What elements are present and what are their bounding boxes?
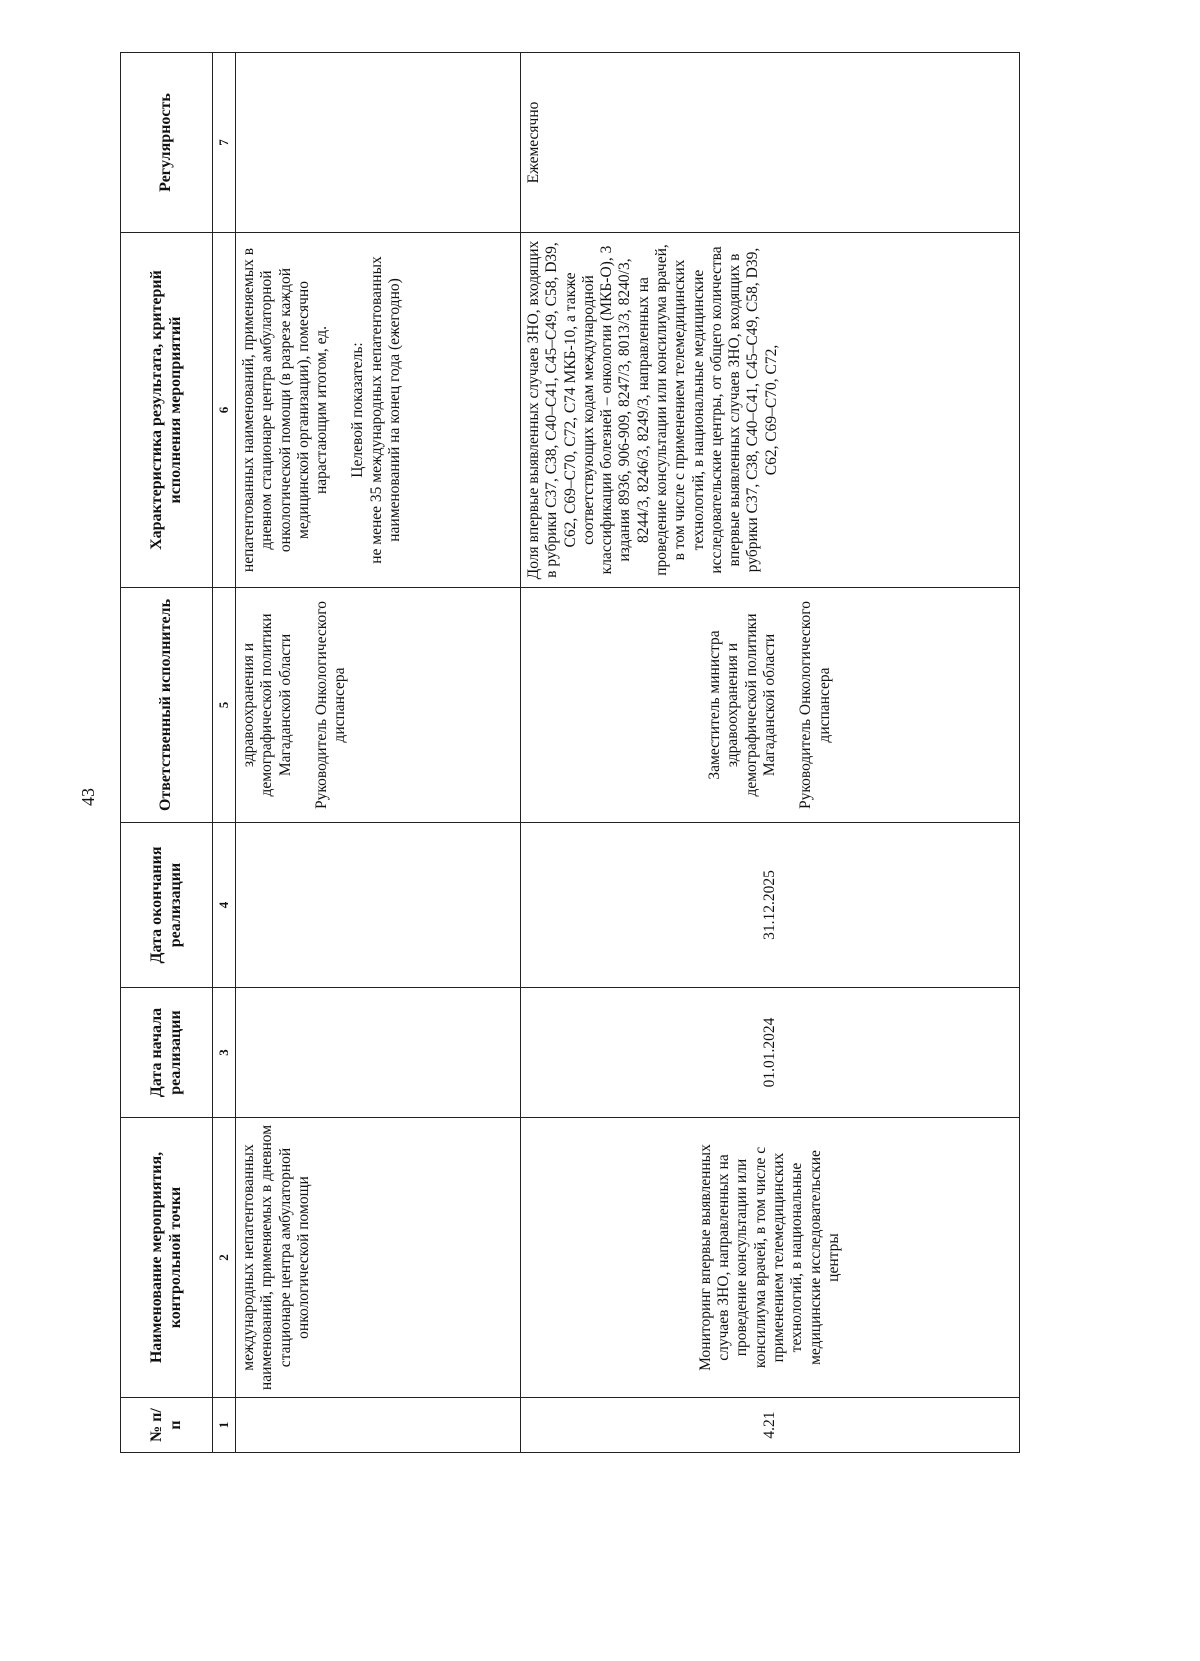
page-number: 43 — [78, 788, 98, 806]
column-number: 7 — [213, 53, 236, 233]
header-num: № п/п — [121, 1398, 213, 1453]
column-number: 1 — [213, 1398, 236, 1453]
column-number: 4 — [213, 823, 236, 988]
regularity — [236, 53, 521, 233]
responsible-cell — [521, 588, 1020, 823]
header-row — [121, 53, 213, 1453]
result-cell — [236, 233, 521, 588]
rotated-table-container — [120, 53, 1020, 1453]
start-date — [236, 988, 521, 1118]
responsible-line: Заместитель министра здравоохранения и демографической политики Магаданской области — [706, 613, 778, 797]
end-date — [236, 823, 521, 988]
header-regularity: Регулярность — [121, 53, 213, 233]
header-name: Наименование мероприятия, контрольной точки — [121, 1118, 213, 1398]
activity-name: Мониторинг впервые выявленных случаев ЗНО, направленных на проведение консультации или консилиума врачей, в том числе с применением телемедицинских технологий, в национальные медицинские исследовательские центры — [521, 1118, 1020, 1398]
responsible-line: Руководитель Онкологического диспансера — [797, 601, 833, 809]
column-number: 5 — [213, 588, 236, 823]
header-responsible: Ответственный исполнитель — [121, 588, 213, 823]
activity-name: международных непатентованных наименований, применяемых в дневном стационаре центра амбулаторной онкологической помощи — [236, 1118, 521, 1398]
table-row — [521, 53, 1020, 1453]
column-number-row — [213, 53, 236, 1453]
column-number: 2 — [213, 1118, 236, 1398]
result-text: непатентованных наименований, применяемых в дневном стационаре центра амбулаторной онкологической помощи (в разрезе каждой медицинской организации), помесячно нарастающим итогом, ед. — [240, 247, 331, 573]
column-number: 3 — [213, 988, 236, 1118]
header-end: Дата окончания реализации — [121, 823, 213, 988]
target-value: не менее 35 международных непатентованных наименований на конец года (ежегодно) — [367, 256, 403, 564]
row-number — [236, 1398, 521, 1453]
regularity: Ежемесячно — [521, 53, 1020, 233]
header-start: Дата начала реализации — [121, 988, 213, 1118]
responsible-cell — [236, 588, 521, 823]
column-number: 6 — [213, 233, 236, 588]
result-cell: Доля впервые выявленных случаев ЗНО, входящих в рубрики С37, С38, С40–С41, С45–С49, С58, D39, С62, С69–С70, С72, С74 МКБ-10, а также соответствующих кодам международной классификации болезней – онкологии (МКБ-О), 3 издания 8936, 906-909, 8247/3, 8013/3, 8240/3, 8244/3, 8246/3, 8249/3, направленных на проведение консультации или консилиума врачей, в том числе с применением телемедицинских технологий, в национальные медицинские исследовательские центры, от общего количества впервые выявленных случаев ЗНО, входящих в рубрики С37, С38, С40–С41, С45–С49, С58, D39, С62, С69–С70, С72, — [521, 233, 1020, 588]
plan-table — [120, 52, 1020, 1453]
table-row — [236, 53, 521, 1453]
end-date: 31.12.2025 — [521, 823, 1020, 988]
target-label: Целевой показатель: — [349, 342, 367, 478]
row-number: 4.21 — [521, 1398, 1020, 1453]
responsible-line: Руководитель Онкологического диспансера — [312, 601, 349, 809]
start-date: 01.01.2024 — [521, 988, 1020, 1118]
header-result: Характеристика результата, критерий исполнения мероприятий — [121, 233, 213, 588]
responsible-line: здравоохранения и демографической политики Магаданской области — [240, 613, 294, 797]
